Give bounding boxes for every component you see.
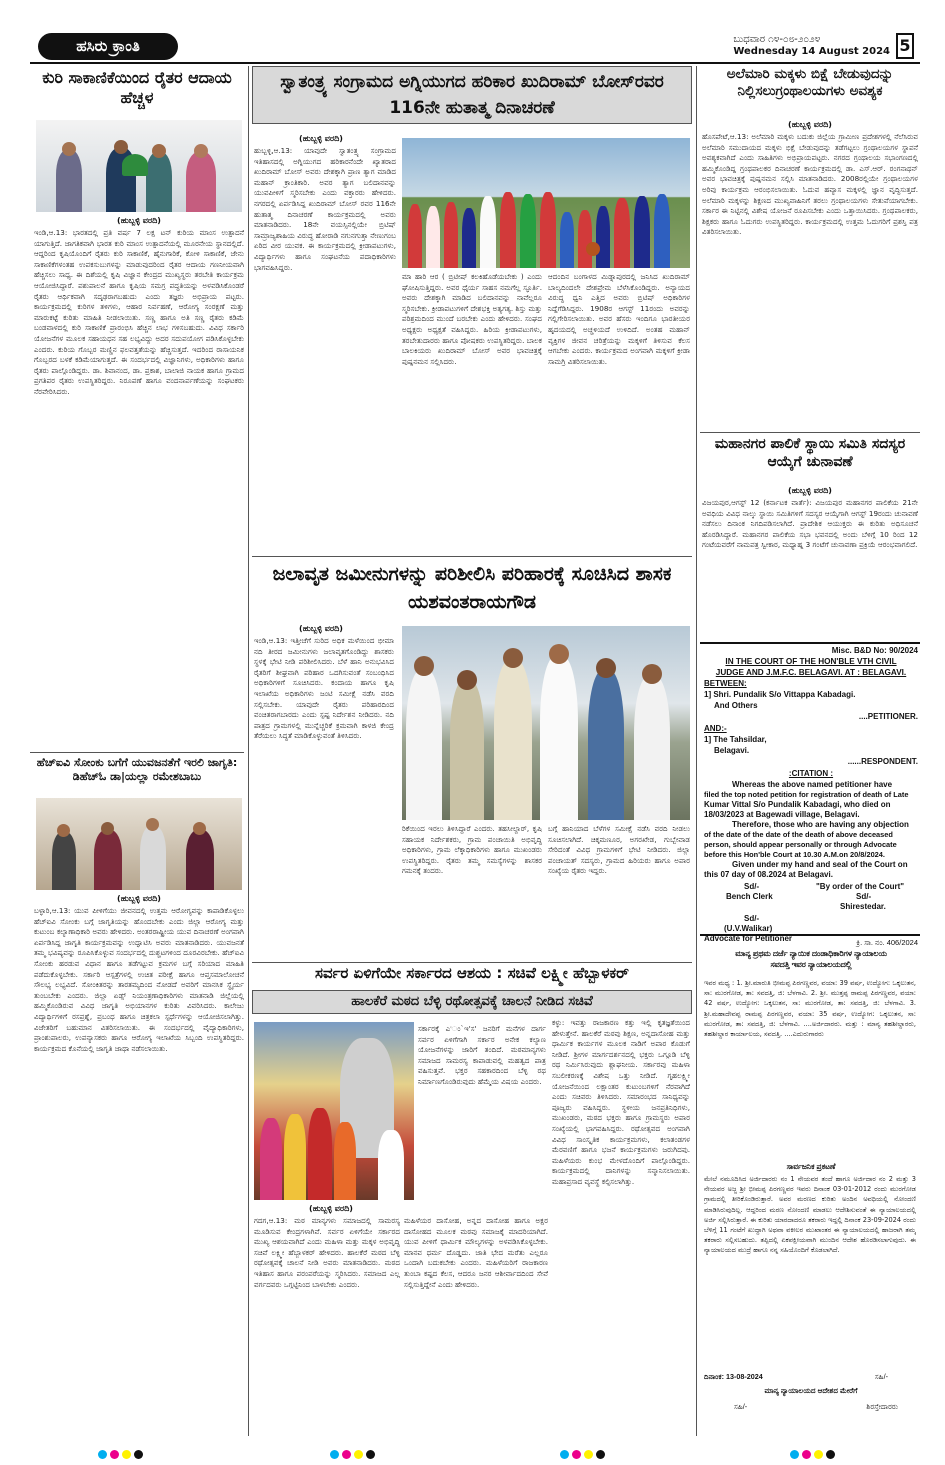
masthead [30,30,920,64]
article-byline: (ಹುಬ್ಬಳ್ಳಿ ವರದಿ) [299,134,343,143]
kannada-court-place: ಸವದತ್ತಿ ಇವರ ನ್ಯಾಯಾಲಯದಲ್ಲಿ [770,960,852,969]
kannada-notice-footer-role: ಶಿರಸ್ತೇದಾರರು [866,1402,898,1411]
article-body: ಗದಗ,ಆ.13: ಮಠ ಮಾನ್ಯಗಳು ಸಮಾಜದಲ್ಲಿ ಸಾಮರಸ್ಯ ಮೂಡಿಸುವ ಕೇಂದ್ರಗಳಾಗಿವೆ. ಸರ್ವರ ಏಳಿಗೆಯೇ ಸರ್ಕಾರದ ಮುಖ್ಯ ಆಶಯವಾಗಿದೆ ಎಂದು ಮಹಿಳಾ ಮತ್ತು ಮಕ್ಕಳ ಅಭಿವೃದ್ಧಿ ಸಚಿವೆ ಲಕ್ಷ್ಮೀ ಹೆಬ್ಬಾಳಕರ್ ಹೇಳಿದರು. ಹಾಲಕೆರೆ ಮಠದ ಬೆಳ್ಳಿ ರಥೋತ್ಸವಕ್ಕೆ ಚಾಲನೆ ನೀಡಿ ಅವರು ಮಾತನಾಡಿದರು. ಮಠದ ಇತಿಹಾಸ ಹಾಗೂ ಪರಂಪರೆಯನ್ನು ಸ್ಮರಿಸಿದರು. ಸಮಾಜದ ಎಲ್ಲ ವರ್ಗದವರು ಒಗ್ಗಟ್ಟಿನಿಂದ ಬಾಳಬೇಕು ಎಂದರು. [254,1216,400,1289]
article-photo [402,626,690,820]
legal-signature: Bench Clerk [726,892,773,901]
article-photo [402,138,690,268]
kannada-notice-court-order: ಮಾನ್ಯ ನ್ಯಾಯಾಲಯದ ಆದೇಶದ ಮೇರೆಗೆ [764,1386,858,1395]
masthead-rule [30,62,920,64]
registration-marks [98,1444,146,1454]
issue-date-kannada: ಬುಧವಾರ ೧೪-೦೮-೨೦೨೪ [733,34,821,45]
legal-respondent: 1] The Tahsildar, [704,735,767,744]
registration-marks [560,1444,608,1454]
article-body: ಹುಬ್ಬಳ್ಳಿ,ಆ.13: ಯಾವುದೇ ಸ್ವಾತಂತ್ರ್ಯ ಸಂಗ್ರಾಮದ ಇತಿಹಾಸದಲ್ಲಿ ಅಗ್ನಿಯುಗದ ಹರಿಕಾರನೆಂದೇ ಖ್ಯಾತರಾದ ಖುದಿರಾಮ್ ಬೋಸ್ ಅವರು ದೇಶಕ್ಕಾಗಿ ಪ್ರಾಣ ತ್ಯಾಗ ಮಾಡಿದ ಮಹಾನ್ ಕ್ರಾಂತಿಕಾರಿ. ಅವರ ತ್ಯಾಗ ಬಲಿದಾನವನ್ನು ಯುವಪೀಳಿಗೆ ಸ್ಮರಿಸಬೇಕು ಎಂದು ವಕ್ತಾರರು ಹೇಳಿದರು. ನಗರದಲ್ಲಿ ಏರ್ಪಡಿಸಿದ್ದ ಖುದಿರಾಮ್ ಬೋಸ್ ರವರ 116ನೇ ಹುತಾತ್ಮ ದಿನಾಚರಣೆ ಕಾರ್ಯಕ್ರಮದಲ್ಲಿ ಅವರು ಮಾತನಾಡಿದರು. 18ನೇ ವಯಸ್ಸಿನಲ್ಲಿಯೇ ಬ್ರಿಟಿಷ್ ಸಾಮ್ರಾಜ್ಯಶಾಹಿಯ ವಿರುದ್ಧ ಹೋರಾಡಿ ನಗುನಗುತ್ತಾ ನೇಣುಗಂಬ ಏರಿದ ವೀರ ಯುವಕ. ಈ ಕಾರ್ಯಕ್ರಮದಲ್ಲಿ ಕ್ರೀಡಾಪಟುಗಳು, ವಿದ್ಯಾರ್ಥಿಗಳು ಹಾಗೂ ಸಂಘಟನೆಯ ಪದಾಧಿಕಾರಿಗಳು ಭಾಗವಹಿಸಿದ್ದರು. [254,146,396,272]
article-body: ಹೊಸಪೇಟೆ,ಆ.13: ಅಲೆಮಾರಿ ಮಕ್ಕಳು ಬದುಕು ಜಿಲ್ಲೆಯ ಗ್ರಾಮೀಣ ಪ್ರದೇಶಗಳಲ್ಲಿ ನೆಲೆಸಿರುವ ಅಲೆಮಾರಿ ಸಮುದಾಯದ ಮಕ್ಕಳು ಭಿಕ್ಷೆ ಬೇಡುವುದನ್ನು ತಡೆಗಟ್ಟಲು ಗ್ರಂಥಾಲಯಗಳ ಸ್ಥಾಪನೆ ಅವಶ್ಯಕವಾಗಿದೆ ಎಂದು ಸಾಹಿತಿಗಳು ಅಭಿಪ್ರಾಯಪಟ್ಟರು. ನಗರದ ಗ್ರಂಥಾಲಯ ಸಭಾಂಗಣದಲ್ಲಿ ಹಮ್ಮಿಕೊಂಡಿದ್ದ ಗ್ರಂಥಪಾಲಕರ ದಿನಾಚರಣೆ ಕಾರ್ಯಕ್ರಮದಲ್ಲಿ ಡಾ. ಎಸ್.ಆರ್. ರಂಗನಾಥನ್ ಅವರ ಭಾವಚಿತ್ರಕ್ಕೆ ಪುಷ್ಪನಮನ ಸಲ್ಲಿಸಿ ಮಾತನಾಡಿದರು. 2008ರಲ್ಲಿಯೇ ಗ್ರಂಥಾಲಯಗಳ ಅರಿವು ಕಾರ್ಯಕ್ರಮ ಆರಂಭಿಸಲಾಯಿತು. ಓದುವ ಹವ್ಯಾಸ ಮಕ್ಕಳಲ್ಲಿ ಜ್ಞಾನ ವೃದ್ಧಿಸುತ್ತದೆ. ಅಲೆಮಾರಿ ಮಕ್ಕಳನ್ನು ಶಿಕ್ಷಣದ ಮುಖ್ಯವಾಹಿನಿಗೆ ತರಲು ಗ್ರಂಥಾಲಯಗಳು ಸೇತುವೆಯಾಗಬೇಕು. ಸರ್ಕಾರ ಈ ನಿಟ್ಟಿನಲ್ಲಿ ವಿಶೇಷ ಯೋಜನೆ ರೂಪಿಸಬೇಕು ಎಂದು ಒತ್ತಾಯಿಸಿದರು. ಗ್ರಂಥಪಾಲಕರು, ಶಿಕ್ಷಕರು ಹಾಗೂ ಓದುಗರು ಉಪಸ್ಥಿತರಿದ್ದರು. ಕಾರ್ಯಕ್ರಮದಲ್ಲಿ ಉತ್ತಮ ಓದುಗರಿಗೆ ಪ್ರಶಸ್ತಿ ಪತ್ರ ವಿತರಿಸಲಾಯಿತು. [702,132,918,237]
legal-body: this 07 day of 08.2024 at Belagavi. [704,870,833,879]
legal-between: BETWEEN: [704,679,747,688]
article-photo [36,120,242,212]
legal-citation: :CITATION : [788,769,834,778]
legal-court-line: JUDGE AND J.M.F.C. BELAGAVI. AT : BELAGAVI. [715,668,907,677]
legal-and: AND:- [704,724,727,733]
legal-signature: Sd/- [744,882,760,891]
article-body: ಇಂಡಿ,ಆ.13: ಭಾರತದಲ್ಲಿ ಪ್ರತಿ ವರ್ಷ 7 ಲಕ್ಷ ಟನ್ ಕುರಿಯ ಮಾಂಸ ಉತ್ಪಾದನೆ ಯಾಗುತ್ತಿದೆ. ಜಾಗತಿಕವಾಗಿ ಭಾರತ ಕುರಿ ಮಾಂಸ ಉತ್ಪಾದನೆಯಲ್ಲಿ ಮೂರನೇಯ ಸ್ಥಾನದಲ್ಲಿದೆ. ಆದ್ದರಿಂದ ಕೃಷಿಯೊಂದಿಗೆ ರೈತರು ಕುರಿ ಸಾಕಾಣಿಕೆ, ಹೈನುಗಾರಿಕೆ, ಕೋಳಿ ಸಾಕಾಣಿಕೆ, ಜೇನು ಸಾಕಾಣಿಕೆಗಳಂತಹ ಉಪಕಸುಬುಗಳನ್ನು ಮಾಡುವುದರಿಂದ ರೈತರ ಆದಾಯ ಗಣನೀಯವಾಗಿ ಹೆಚ್ಚಿಸಲು ಸಾಧ್ಯ. ಈ ದಿಶೆಯಲ್ಲಿ ಕೃಷಿ ವಿಜ್ಞಾನ ಕೇಂದ್ರದ ಮುಖ್ಯಸ್ಥರು ತರಬೇತಿ ಕಾರ್ಯಕ್ರಮ ಆಯೋಜಿಸಿದ್ದಾರೆ. ಪಶುಪಾಲನೆ ಹಾಗೂ ಕೃಷಿಯ ಸಮಗ್ರ ಪದ್ಧತಿಯನ್ನು ಅಳವಡಿಸಿಕೊಂಡರೆ ರೈತರು ಆರ್ಥಿಕವಾಗಿ ಸದೃಢರಾಗಬಹುದು ಎಂದು ತಜ್ಞರು ಅಭಿಪ್ರಾಯ ಪಟ್ಟರು. ಕಾರ್ಯಕ್ರಮದಲ್ಲಿ ಕುರಿಗಳ ತಳಿಗಳು, ಆಹಾರ ನಿರ್ವಹಣೆ, ಆರೋಗ್ಯ ಸಂರಕ್ಷಣೆ ಮತ್ತು ಮಾರುಕಟ್ಟೆ ಕುರಿತು ಮಾಹಿತಿ ನೀಡಲಾಯಿತು. ಸಣ್ಣ ಹಾಗೂ ಅತಿ ಸಣ್ಣ ರೈತರು ಕಡಿಮೆ ಬಂಡವಾಳದಲ್ಲಿ ಕುರಿ ಸಾಕಾಣಿಕೆ ಪ್ರಾರಂಭಿಸಿ ಹೆಚ್ಚಿನ ಲಾಭ ಗಳಿಸಬಹುದು. ವಿವಿಧ ಸರ್ಕಾರಿ ಯೋಜನೆಗಳ ಮೂಲಕ ಸಹಾಯಧನ ಸಹ ಲಭ್ಯವಿದ್ದು ಅದರ ಸದುಪಯೋಗ ಪಡಿಸಿಕೊಳ್ಳಬೇಕು ಎಂದರು. ಕುರಿಯ ಗೊಬ್ಬರ ಮಣ್ಣಿನ ಫಲವತ್ತತೆಯನ್ನು ಹೆಚ್ಚಿಸುತ್ತದೆ. ಇದರಿಂದ ರಾಸಾಯನಿಕ ಗೊಬ್ಬರದ ಬಳಕೆ ಕಡಿಮೆಯಾಗುತ್ತದೆ. ಈ ಸಂದರ್ಭದಲ್ಲಿ ವಿಜ್ಞಾನಿಗಳು, ಅಧಿಕಾರಿಗಳು ಹಾಗೂ ರೈತರು ಪಾಲ್ಗೊಂಡಿದ್ದರು. ಡಾ. ಶಿವಾನಂದ, ಡಾ. ಪ್ರಕಾಶ, ಬಾಲಾಜಿ ನಾಯಕ ಹಾಗೂ ಗ್ರಾಮದ ಪ್ರಗತಿಪರ ರೈತರು ಉಪಸ್ಥಿತರಿದ್ದರು. ನಿರೂಪಣೆ ಹಾಗೂ ವಂದನಾರ್ಪಣೆಯನ್ನು ಸಂಘಟಕರು ನೆರವೇರಿಸಿದರು. [34,228,244,396]
article-headline: ಸ್ವಾತಂತ್ರ್ಯ ಸಂಗ್ರಾಮದ ಅಗ್ನಿಯುಗದ ಹರಿಕಾರ ಖುದಿರಾಮ್ ಬೋಸ್‌ರವರ 116ನೇ ಹುತಾತ್ಮ ದಿನಾಚರಣೆ [252,66,692,124]
legal-body: Whereas the above named petitioner have [732,780,893,789]
kannada-notice-date: ದಿನಾಂಕ: 13-08-2024 [704,1372,763,1381]
legal-signature: Sd/- [744,914,760,923]
section-rule [700,432,920,433]
article-body: ಸರ್ಕಾರಕ್ಕೆ ಎ'ಂ`ಇ'ಸ' ಜನರಿಗೆ ಮನೆಗಳ ದಾರ್ಗ ಸರ್ವರ ಏಳಿಗೆಗಾಗಿ ಸರ್ಕಾರ ಅನೇಕ ಕಲ್ಯಾಣ ಯೋಜನೆಗಳನ್ನು ಜಾರಿಗೆ ತಂದಿದೆ. ಮಠಮಾನ್ಯಗಳು ಸಮಾಜದ ಸಾಮರಸ್ಯ ಕಾಪಾಡುವಲ್ಲಿ ಮಹತ್ವದ ಪಾತ್ರ ವಹಿಸುತ್ತವೆ. ಭಕ್ತರ ಸಹಕಾರದಿಂದ ಬೆಳ್ಳಿ ರಥ ನಿರ್ಮಾಣಗೊಂಡಿರುವುದು ಹೆಮ್ಮೆಯ ವಿಷಯ ಎಂದರು. [418,1024,546,1086]
article-body: ಬಗ್ಗೆ ಹಾನಿಯಾದ ಬೆಳೆಗಳ ಸಮೀಕ್ಷೆ ನಡೆಸಿ ವರದಿ ನೀಡಲು ಸೂಚಿಸಲಾಗಿದೆ. ಚಿಕ್ಕಮಣೂರ, ಅಗರಖೇಡ, ಗುಬ್ಬೇವಾಡ ಸೇರಿದಂತೆ ವಿವಿಧ ಗ್ರಾಮಗಳಿಗೆ ಭೇಟಿ ನೀಡಿದರು. ಜಿಲ್ಲಾ ಪಂಚಾಯತ್ ಸದಸ್ಯರು, ಗ್ರಾಮದ ಹಿರಿಯರು ಹಾಗೂ ಅಪಾರ ಸಂಖ್ಯೆಯ ರೈತರು ಇದ್ದರು. [548,824,690,876]
article-headline: ಅಲೆಮಾರಿ ಮಕ್ಕಳು ಬಿಕ್ಷೆ ಬೇಡುವುದನ್ನು ನಿಲ್ಲಿಸಲುಗ್ರಂಥಾಲಯಗಳು ಅವಶ್ಯಕ [726,66,894,99]
legal-body: of the date of the date of the death of above deceased [704,830,893,839]
legal-respondent-label: ......RESPONDENT. [847,757,918,766]
kannada-notice-header [704,938,918,978]
issue-date [733,34,890,58]
legal-notice-court [704,646,918,946]
article-body: ಇಂಡಿ,ಆ.13: ಇತ್ತೀಚೆಗೆ ಸುರಿದ ಅಧಿಕ ಮಳೆಯಿಂದ ಭೀಮಾ ನದಿ ತೀರದ ಜಮೀನುಗಳು ಜಲಾವೃತಗೊಂಡಿದ್ದು ಶಾಸಕರು ಸ್ಥಳಕ್ಕೆ ಭೇಟಿ ನೀಡಿ ಪರಿಶೀಲಿಸಿದರು. ಬೆಳೆ ಹಾನಿ ಅನುಭವಿಸಿದ ರೈತರಿಗೆ ಶೀಘ್ರವಾಗಿ ಪರಿಹಾರ ಒದಗಿಸುವಂತೆ ಸಂಬಂಧಿಸಿದ ಅಧಿಕಾರಿಗಳಿಗೆ ಸೂಚಿಸಿದರು. ಕಂದಾಯ ಹಾಗೂ ಕೃಷಿ ಇಲಾಖೆಯ ಅಧಿಕಾರಿಗಳು ಜಂಟಿ ಸಮೀಕ್ಷೆ ನಡೆಸಿ ವರದಿ ಸಲ್ಲಿಸಬೇಕು. ಯಾವುದೇ ರೈತರು ಪರಿಹಾರದಿಂದ ವಂಚಿತರಾಗಬಾರದು ಎಂದು ಸ್ಪಷ್ಟ ನಿರ್ದೇಶನ ನೀಡಿದರು. ನದಿ ಪಾತ್ರದ ಗ್ರಾಮಗಳಲ್ಲಿ ಮುನ್ನೆಚ್ಚರಿಕೆ ಕ್ರಮವಾಗಿ ಕಾಳಜಿ ಕೇಂದ್ರ ತೆರೆಯಲು ಸಿದ್ಧತೆ ಮಾಡಿಕೊಳ್ಳುವಂತೆ ತಿಳಿಸಿದರು. [254,636,394,741]
legal-respondent: Belagavi. [714,746,750,755]
legal-case-number: Misc. B&D No: 90/2024 [831,646,918,655]
article-headline: ಮಹಾನಗರ ಪಾಲಿಕೆ ಸ್ಥಾಯಿ ಸಮಿತಿ ಸದಸ್ಯರ ಆಯ್ಕೆಗೆ ಚುನಾವಣೆ [714,436,906,470]
column-divider [696,66,697,1436]
section-rule [700,934,920,936]
legal-advocate-role: Advocate for Petitioner [704,934,793,943]
article-byline: (ಹುಬ್ಬಳ್ಳಿ ವರದಿ) [788,486,832,495]
legal-body: person, should appear personally or through Advocate [704,840,897,849]
legal-body: before this Hon'ble Court at 10.30 A.M.on 20/8/2024. [704,850,885,859]
kannada-notice-footer-sign: ಸಹಿ/- [734,1402,748,1411]
paper-name: ಹಸಿರು ಕ್ರಾಂತಿ [38,33,178,60]
registration-marks [330,1444,378,1454]
article-body: ಮಾ ಹಾರಿ ಆರ ( ಬ್ರಿಟೀಷ್ ಕಲಕಿಹೊಡೆಯಬೇಕು ) ಎಂದು ಘೋಷಿಸುತ್ತಿದ್ದರು. ಅವರ ಧೈರ್ಯ ಸಾಹಸ ನಮಗೆಲ್ಲ ಸ್ಫೂರ್ತಿ. ಅವರು ದೇಶಕ್ಕಾಗಿ ಮಾಡಿದ ಬಲಿದಾನವನ್ನು ನಾವೆಲ್ಲರೂ ಸ್ಮರಿಸಬೇಕು. ಕ್ರೀಡಾಪಟುಗಳಿಗೆ ದೇಶಭಕ್ತಿ ಅತ್ಯಗತ್ಯ. ಶಿಸ್ತು ಮತ್ತು ಪರಿಶ್ರಮದಿಂದ ಮುಂದೆ ಬರಬೇಕು ಎಂದು ಹೇಳಿದರು. ಸಂಘದ ಅಧ್ಯಕ್ಷರು ಅಧ್ಯಕ್ಷತೆ ವಹಿಸಿದ್ದರು. ಹಿರಿಯ ಕ್ರೀಡಾಪಟುಗಳು, ತರಬೇತುದಾರರು ಹಾಗೂ ಪೋಷಕರು ಉಪಸ್ಥಿತರಿದ್ದರು. ಬಾಲಕ ಬಾಲಕಿಯರು ಖುದಿರಾಮ್ ಬೋಸ್ ಅವರ ಭಾವಚಿತ್ರಕ್ಕೆ ಪುಷ್ಪನಮನ ಸಲ್ಲಿಸಿದರು. [402,272,542,366]
article-headline: ಸರ್ವರ ಏಳಿಗೆಯೇ ಸರ್ಕಾರದ ಆಶಯ : ಸಚಿವೆ ಲಕ್ಷ್ಮೀ ಹೆಬ್ಬಾಳಕರ್ [315,964,629,982]
article-body: ರಿಕೆಯಿಂದ ಇರಲು ತಿಳಿಸಿದ್ದಾರೆ ಎಂದರು. ತಹಸೀಲ್ದಾರ್, ಕೃಷಿ ಸಹಾಯಕ ನಿರ್ದೇಶಕರು, ಗ್ರಾಮ ಪಂಚಾಯಿತಿ ಅಭಿವೃದ್ಧಿ ಅಧಿಕಾರಿಗಳು, ಗ್ರಾಮ ಲೆಕ್ಕಾಧಿಕಾರಿಗಳು ಹಾಗೂ ಮುಖಂಡರು ಉಪಸ್ಥಿತರಿದ್ದರು. ರೈತರು ತಮ್ಮ ಸಮಸ್ಯೆಗಳನ್ನು ಶಾಸಕರ ಗಮನಕ್ಕೆ ತಂದರು. [402,824,542,876]
article-body: ವಿಜಯಪುರ,ಆಗಸ್ಟ್ 12 (ಕರ್ನಾಟಕ ವಾರ್ತೆ): ವಿಜಯಪುರ ಮಹಾನಗರ ಪಾಲಿಕೆಯ 21ನೇ ಅವಧಿಯ ವಿವಿಧ ನಾಲ್ಕು ಸ್ಥಾಯಿ ಸಮಿತಿಗಳಿಗೆ ಸದಸ್ಯರ ಆಯ್ಕೆಗಾಗಿ ಆಗಸ್ಟ್ 19ರಂದು ಚುನಾವಣೆ ನಡೆಸಲು ದಿನಾಂಕ ನಿಗದಿಪಡಿಸಲಾಗಿದೆ. ಪ್ರಾದೇಶಿಕ ಆಯುಕ್ತರು ಈ ಕುರಿತು ಅಧಿಸೂಚನೆ ಹೊರಡಿಸಿದ್ದಾರೆ. ಮಹಾನಗರ ಪಾಲಿಕೆಯ ಸಭಾ ಭವನದಲ್ಲಿ ಅಂದು ಬೆಳಿಗ್ಗೆ 10 ರಿಂದ 12 ಗಂಟೆಯವರೆಗೆ ನಾಮಪತ್ರ ಸ್ವೀಕಾರ, ಮಧ್ಯಾಹ್ನ 3 ಗಂಟೆಗೆ ಚುನಾವಣಾ ಪ್ರಕ್ರಿಯೆ ಆರಂಭವಾಗಲಿದೆ. [702,498,918,550]
article-byline: (ಹುಬ್ಬಳ್ಳಿ ವರದಿ) [117,894,161,903]
legal-advocate: (U.V.Walikar) [724,924,773,933]
registration-marks [790,1444,838,1454]
article-body: ಬಳ್ಳಾರಿ,ಆ.13: ಯುವ ಪೀಳಿಗೆಯು ಜೀವನದಲ್ಲಿ ಉತ್ತಮ ಆರೋಗ್ಯವನ್ನು ಕಾಪಾಡಿಕೊಳ್ಳಲು ಹೆಚ್‌ಐವಿ ಸೋಂಕು ಬಗ್ಗೆ ಜಾಗೃತಿಯನ್ನು ಹೊಂದಬೇಕು ಎಂದು ಜಿಲ್ಲಾ ಆರೋಗ್ಯ ಮತ್ತು ಕುಟುಂಬ ಕಲ್ಯಾಣಾಧಿಕಾರಿ ಅವರು ಹೇಳಿದರು. ಅಂತರರಾಷ್ಟ್ರೀಯ ಯುವ ದಿನಾಚರಣೆ ಅಂಗವಾಗಿ ಏರ್ಪಡಿಸಿದ್ದ ಜಾಗೃತಿ ಕಾರ್ಯಕ್ರಮವನ್ನು ಉದ್ಘಾಟಿಸಿ ಅವರು ಮಾತನಾಡಿದರು. ಯುವಜನತೆ ತಮ್ಮ ಭವಿಷ್ಯವನ್ನು ರೂಪಿಸಿಕೊಳ್ಳುವ ಸಂದರ್ಭದಲ್ಲಿ ದುಶ್ಚಟಗಳಿಂದ ದೂರವಿರಬೇಕು. ಹೆಚ್‌ಐವಿ ಸೋಂಕು ಹರಡುವ ವಿಧಾನ ಹಾಗೂ ತಡೆಗಟ್ಟುವ ಕ್ರಮಗಳ ಬಗ್ಗೆ ಸರಿಯಾದ ಮಾಹಿತಿ ಪಡೆದುಕೊಳ್ಳಬೇಕು. ಸರ್ಕಾರಿ ಆಸ್ಪತ್ರೆಗಳಲ್ಲಿ ಉಚಿತ ಪರೀಕ್ಷೆ ಹಾಗೂ ಆಪ್ತಸಮಾಲೋಚನೆ ಸೌಲಭ್ಯ ಲಭ್ಯವಿದೆ. ಸೋಂಕಿತರನ್ನು ತಾರತಮ್ಯದಿಂದ ನೋಡದೆ ಅವರಿಗೆ ಮಾನಸಿಕ ಸ್ಥೈರ್ಯ ತುಂಬಬೇಕು ಎಂದರು. ಜಿಲ್ಲಾ ಏಡ್ಸ್ ನಿಯಂತ್ರಣಾಧಿಕಾರಿಗಳು ಮಾತನಾಡಿ ಜಿಲ್ಲೆಯಲ್ಲಿ ಹಮ್ಮಿಕೊಂಡಿರುವ ವಿವಿಧ ಜಾಗೃತಿ ಅಭಿಯಾನಗಳ ಕುರಿತು ವಿವರಿಸಿದರು. ಕಾಲೇಜು ವಿದ್ಯಾರ್ಥಿಗಳಿಗೆ ರಸಪ್ರಶ್ನೆ, ಪ್ರಬಂಧ ಹಾಗೂ ಚಿತ್ರಕಲಾ ಸ್ಪರ್ಧೆಗಳನ್ನು ಆಯೋಜಿಸಲಾಗಿತ್ತು. ವಿಜೇತರಿಗೆ ಬಹುಮಾನ ವಿತರಿಸಲಾಯಿತು. ಈ ಸಂದರ್ಭದಲ್ಲಿ ವೈದ್ಯಾಧಿಕಾರಿಗಳು, ಪ್ರಾಂಶುಪಾಲರು, ಉಪನ್ಯಾಸಕರು ಹಾಗೂ ಆರೋಗ್ಯ ಇಲಾಖೆಯ ಸಿಬ್ಬಂದಿ ಉಪಸ್ಥಿತರಿದ್ದರು. ಕಾರ್ಯಕ್ರಮದ ಕೊನೆಯಲ್ಲಿ ಜಾಗೃತಿ ಜಾಥಾ ನಡೆಸಲಾಯಿತು. [34,906,244,1053]
article-body: ಆದಂದಿನ ಬಂಗಾಳದ ಮಿಡ್ನಾಪುರದಲ್ಲಿ ಜನಿಸಿದ ಖುದಿರಾಮ್ ಬಾಲ್ಯದಿಂದಲೇ ದೇಶಪ್ರೇಮ ಬೆಳೆಸಿಕೊಂಡಿದ್ದರು. ಅನ್ಯಾಯದ ವಿರುದ್ಧ ಧ್ವನಿ ಎತ್ತಿದ ಅವರು ಬ್ರಿಟಿಷ್ ಅಧಿಕಾರಿಗಳ ನಿದ್ದೆಗೆಡಿಸಿದ್ದರು. 1908ರ ಆಗಸ್ಟ್ 11ರಂದು ಅವರನ್ನು ಗಲ್ಲಿಗೇರಿಸಲಾಯಿತು. ಅವರ ಹೆಸರು ಇಂದಿಗೂ ಭಾರತೀಯರ ಹೃದಯದಲ್ಲಿ ಅಚ್ಚಳಿಯದೆ ಉಳಿದಿದೆ. ಅಂತಹ ಮಹಾನ್ ವ್ಯಕ್ತಿಗಳ ಜೀವನ ಚರಿತ್ರೆಯನ್ನು ಮಕ್ಕಳಿಗೆ ತಿಳಿಸುವ ಕೆಲಸ ಆಗಬೇಕು ಎಂದರು. ಕಾರ್ಯಕ್ರಮದ ಅಂಗವಾಗಿ ಮಕ್ಕಳಿಗೆ ಕ್ರೀಡಾ ಸಾಮಗ್ರಿ ವಿತರಿಸಲಾಯಿತು. [548,272,690,366]
legal-body: Given under my hand and seal of the Court on [732,860,908,869]
kannada-notice-footer [704,1372,918,1436]
legal-signature: Sd/- [856,892,872,901]
legal-body: Kumar Vittal S/o Pundalik Kabadagi, who died on [704,800,891,809]
article-headline: ಜಲಾವೃತ ಜಮೀನುಗಳನ್ನು ಪರಿಶೀಲಿಸಿ ಪರಿಹಾರಕ್ಕೆ ಸೂಚಿಸಿದ ಶಾಸಕ ಯಶವಂತರಾಯಗೌಡ [272,563,672,613]
article-subheadline: ಹಾಲಕೆರೆ ಮಠದ ಬೆಳ್ಳಿ ರಥೋತ್ಸವಕ್ಕೆ ಚಾಲನೆ ನೀಡಿದ ಸಚಿವೆ [252,990,692,1014]
kannada-case-number: ಕ್ರಿ. ಸಾ. ನಂ. 406/2024 [856,938,918,947]
legal-court-line: IN THE COURT OF THE HON'BLE VTH CIVIL [725,657,897,666]
article-headline: ಹೆಚ್‌ಐವಿ ಸೋಂಕು ಬಗೆಗೆ ಯುವಜನತೆಗೆ ಇರಲಿ ಜಾಗೃತಿ: ಡಿಹೆಚ್‌ಓ ಡಾ|ಯಲ್ಲಾ ರಮೇಶಬಾಬು [36,756,238,783]
section-rule [252,962,692,963]
legal-petitioner: 1] Shri. Pundalik S/o Vittappa Kabadagi. [704,690,856,699]
section-rule [252,556,692,557]
kannada-notice-parties: ಇವರ ಮಧ್ಯ : 1. ಶ್ರೀ.ಮಾರುತಿ ಭೀಮಪ್ಪ ಪಿರಗಣ್ಣವರ, ವಯಾ: 39 ವರ್ಷ, ಉದ್ಯೋಗ: ಒಕ್ಕಲುತನ, ಸಾ: ಮುರಗೋಡ, ತಾ: ಸವದತ್ತಿ, ಜಿ: ಬೆಳಗಾವಿ. 2. ಶ್ರೀ. ಮುತ್ತಪ್ಪ ರಾಮಪ್ಪ ಪಿರಗಣ್ಣವರ, ವಯಾ: 42 ವರ್ಷ, ಉದ್ಯೋಗ: ಒಕ್ಕಲುತನ, ಸಾ: ಮುರಗೋಡ, ತಾ: ಸವದತ್ತಿ, ಜಿ: ಬೆಳಗಾವಿ. 3. ಶ್ರೀ.ಮಹಾದೇವಪ್ಪ ರಾಮಪ್ಪ ಪಿರಗಣ್ಣವರ, ವಯಾ: 35 ವರ್ಷ, ಉದ್ಯೋಗ: ಒಕ್ಕಲುತನ, ಸಾ: ಮುರಗೋಡ, ತಾ: ಸವದತ್ತಿ, ಜಿ: ಬೆಳಗಾವಿ. ....ಅರ್ಜಿದಾರರು. ಮತ್ತು : ಮಾನ್ಯ ತಹಶೀಲ್ದಾರರು, ತಹಶೀಲ್ದಾರ ಕಾರ್ಯಾಲಯ, ಸವದತ್ತಿ. ....ಎದುರುಗಾರರು [704,979,916,1039]
article-body: ಕಳ್ಳು: ಇವತ್ತು ರಾಜಕಾರಣ ಕತ್ತು ಇಲ್ಲಿ ಕೃತಜ್ಞತೆಯಿಂದ ಹೇಳುತ್ತೇನೆ. ಹಾಲಕೆರೆ ಮಠವು ಶಿಕ್ಷಣ, ಅನ್ನದಾಸೋಹ ಮತ್ತು ಧಾರ್ಮಿಕ ಕಾರ್ಯಗಳ ಮೂಲಕ ನಾಡಿಗೆ ಅಪಾರ ಕೊಡುಗೆ ನೀಡಿದೆ. ಶ್ರೀಗಳ ಮಾರ್ಗದರ್ಶನದಲ್ಲಿ ಭಕ್ತರು ಒಗ್ಗೂಡಿ ಬೆಳ್ಳಿ ರಥ ನಿರ್ಮಿಸಿರುವುದು ಶ್ಲಾಘನೀಯ. ಸರ್ಕಾರವು ಮಹಿಳಾ ಸಬಲೀಕರಣಕ್ಕೆ ವಿಶೇಷ ಒತ್ತು ನೀಡಿದೆ. ಗೃಹಲಕ್ಷ್ಮೀ ಯೋಜನೆಯಿಂದ ಲಕ್ಷಾಂತರ ಕುಟುಂಬಗಳಿಗೆ ನೆರವಾಗಿದೆ ಎಂದು ಸಚಿವರು ತಿಳಿಸಿದರು. ಸಮಾರಂಭದ ಸಾನಿಧ್ಯವನ್ನು ಪೂಜ್ಯರು ವಹಿಸಿದ್ದರು. ಸ್ಥಳೀಯ ಜನಪ್ರತಿನಿಧಿಗಳು, ಮುಖಂಡರು, ಮಠದ ಭಕ್ತರು ಹಾಗೂ ಗ್ರಾಮಸ್ಥರು ಅಪಾರ ಸಂಖ್ಯೆಯಲ್ಲಿ ಭಾಗವಹಿಸಿದ್ದರು. ರಥೋತ್ಸವದ ಅಂಗವಾಗಿ ವಿವಿಧ ಸಾಂಸ್ಕೃತಿಕ ಕಾರ್ಯಕ್ರಮಗಳು, ಕಲಾತಂಡಗಳ ಮೆರವಣಿಗೆ ಹಾಗೂ ಭಜನೆ ಕಾರ್ಯಕ್ರಮಗಳು ಜರುಗಿದವು. ಮಹಿಳೆಯರು ಕುಂಭ ಮೇಳದೊಂದಿಗೆ ಪಾಲ್ಗೊಂಡಿದ್ದರು. ಕಾರ್ಯಕ್ರಮದಲ್ಲಿ ದಾನಿಗಳನ್ನು ಸನ್ಮಾನಿಸಲಾಯಿತು. ಮಹಾಪ್ರಸಾದ ವ್ಯವಸ್ಥೆ ಕಲ್ಪಿಸಲಾಗಿತ್ತು. [552,1018,690,1186]
legal-signature: "By order of the Court" [816,882,905,891]
kannada-court-title: ಮಾನ್ಯ ಪ್ರಥಮ ದರ್ಜೆ ನ್ಯಾಯಿಕ ದಂಡಾಧಿಕಾರಿಗಳ ನ್ಯಾಯಾಲಯ [735,949,887,958]
column-divider [248,66,249,1436]
legal-signature: Shirestedar. [840,902,886,911]
section-rule [30,752,244,753]
kannada-section-title: ಸಾರ್ವಜನಿಕ ಪ್ರಕಟಣೆ [786,1162,836,1171]
legal-body: filed the top noted petition for registration of death of Late [704,790,909,799]
legal-petitioner-label: ....PETITIONER. [858,712,918,721]
legal-body: Therefore, those who are having any objection [732,820,909,829]
article-headline: ಕುರಿ ಸಾಕಾಣಿಕೆಯಿಂದ ರೈತರ ಆದಾಯ ಹೆಚ್ಚಳ [42,68,232,107]
article-byline: (ಹುಬ್ಬಳ್ಳಿ ವರದಿ) [788,120,832,129]
page-number: 5 [896,33,914,59]
kannada-section-title-wrap [704,1162,918,1174]
issue-date-english: Wednesday 14 August 2024 [733,46,890,57]
kannada-notice-body: ಮೇಲೆ ನಮೂದಿಸಿದ ಅರ್ಜಿದಾರರು ನಂ 1 ನೇಯವರ ತಂದೆ ಹಾಗೂ ಅರ್ಜಿದಾರ ನಂ 2 ಮತ್ತು 3 ನೇಯವರ ಅಜ್ಜ ಶ್ರೀ ಭೀಮಪ್ಪ ಪಿರಗಣ್ಣವರ ಇವರು ದಿನಾಂಕ 03-01-2012 ರಂದು ಮುರಗೋಡ ಗ್ರಾಮದಲ್ಲಿ ತೀರಿಕೊಂಡಿರುತ್ತಾರೆ. ಅವರ ಮರಣದ ಕುರಿತು ಅಂದಿನ ಅವಧಿಯಲ್ಲಿ ನೋಂದಣಿ ಮಾಡಿಸಿರುವುದಿಲ್ಲ. ಆದ್ದರಿಂದ ಮರಣ ನೋಂದಣಿ ಮಾಡಲು ಆದೇಶಿಸುವಂತೆ ಈ ನ್ಯಾಯಾಲಯದಲ್ಲಿ ಅರ್ಜಿ ಸಲ್ಲಿಸಿರುತ್ತಾರೆ. ಈ ಕುರಿತು ಯಾರದಾದರೂ ತಕರಾರು ಇದ್ದಲ್ಲಿ ದಿನಾಂಕ 23-09-2024 ರಂದು ಬೆಳಿಗ್ಗೆ 11 ಗಂಟೆಗೆ ಖುದ್ದಾಗಿ ಅಥವಾ ವಕೀಲರ ಮುಖಾಂತರ ಈ ನ್ಯಾಯಾಲಯದಲ್ಲಿ ಹಾಜರಾಗಿ ತಮ್ಮ ತಕರಾರು ಸಲ್ಲಿಸಬಹುದು. ತಪ್ಪಿದಲ್ಲಿ ಏಕಪಕ್ಷೀಯವಾಗಿ ಮುಂದಿನ ಆದೇಶ ಹೊರಡಿಸಲಾಗುವುದು. ಈ ನ್ಯಾಯಾಲಯದ ಮುದ್ರೆ ಹಾಗೂ ನನ್ನ ಸಹಿಯೊಂದಿಗೆ ಕೊಡಲಾಗಿದೆ. [704,1175,916,1255]
kannada-notice-sign: ಸಹಿ/- [874,1372,888,1381]
article-photo [254,1022,414,1200]
legal-petitioner: And Others [714,701,758,710]
article-body: ಮಹಿಳೆಯರ ದಾಸೋಹ, ಅನ್ನದ ದಾಸೋಹ ಹಾಗೂ ಅಕ್ಷರ ದಾಸೋಹದ ಮೂಲಕ ಮಠವು ಸಮಾಜಕ್ಕೆ ಮಾದರಿಯಾಗಿದೆ. ಯುವ ಪೀಳಿಗೆ ಧಾರ್ಮಿಕ ಮೌಲ್ಯಗಳನ್ನು ಅಳವಡಿಸಿಕೊಳ್ಳಬೇಕು. ಮಾನವ ಧರ್ಮ ದೊಡ್ಡದು. ಜಾತಿ ಭೇದ ಮರೆತು ಎಲ್ಲರೂ ಒಂದಾಗಿ ಬದುಕಬೇಕು ಎಂದರು. ಮಹಿಳೆಯರಿಗೆ ರಾಜಕಾರಣ ತುಂಬಾ ಕಷ್ಟದ ಕೆಲಸ, ಆದರೂ ಜನರ ಆಶೀರ್ವಾದದಿಂದ ಸೇವೆ ಸಲ್ಲಿಸುತ್ತಿದ್ದೇನೆ ಎಂದು ಹೇಳಿದರು. [404,1216,548,1289]
article-byline: (ಹುಬ್ಬಳ್ಳಿ ವರದಿ) [299,624,343,633]
section-rule [700,642,920,644]
article-byline: (ಹುಬ್ಬಳ್ಳಿ ವರದಿ) [309,1204,353,1213]
article-photo [36,798,242,890]
legal-body: 18/03/2023 at Bagewadi village, Belagavi. [704,810,860,819]
article-byline: (ಹುಬ್ಬಳ್ಳಿ ವರದಿ) [117,216,161,225]
